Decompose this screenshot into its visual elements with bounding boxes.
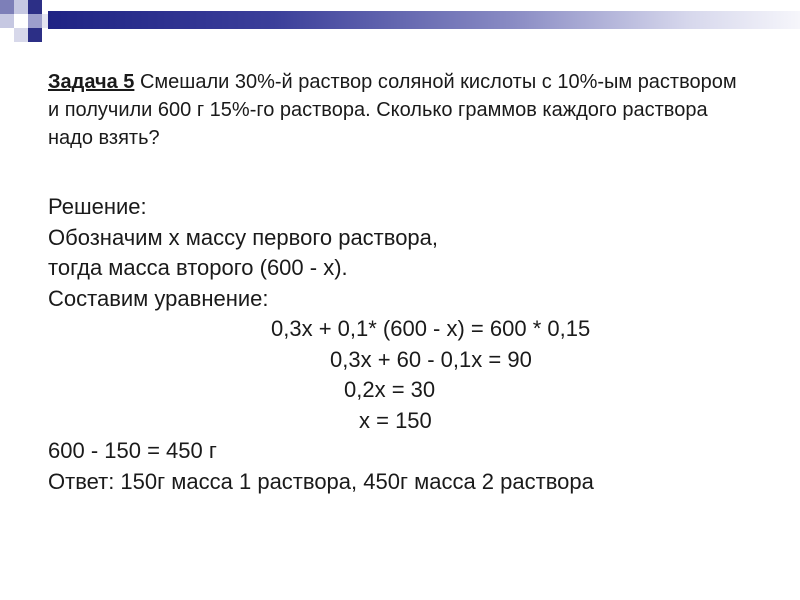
decor-square (28, 14, 42, 28)
task-text: Смешали 30%-й раствор соляной кислоты с 10%-ым раствором и получили 600 г 15%-го раствора. Сколько граммов каждого раствора надо взять? (48, 71, 737, 149)
solution-block (48, 192, 748, 497)
equation-line: 0,3х + 60 - 0,1х = 90 (330, 346, 532, 372)
solution-line: Обозначим х массу первого раствора, (48, 224, 439, 250)
equation-line: 0,2х = 30 (344, 377, 436, 402)
decor-square (14, 0, 28, 14)
decor-square (28, 28, 42, 42)
decor-square (0, 0, 14, 14)
solution-heading: Решение: (48, 194, 147, 219)
slide-content (48, 68, 748, 497)
calculation-line: 600 - 150 = 450 г (48, 438, 217, 463)
header-gradient-bar (48, 11, 800, 29)
solution-line: тогда масса второго (600 - х). (48, 255, 348, 280)
solution-line: Составим уравнение: (48, 285, 269, 311)
decor-square (0, 14, 14, 28)
task-statement (48, 68, 748, 152)
answer-line: Ответ: 150г масса 1 раствора, 450г масса 2 раствора (48, 468, 594, 494)
decor-square (14, 28, 28, 42)
equation-line: 0,3х + 0,1* (600 - х) = 600 * 0,15 (271, 316, 591, 341)
task-label: Задача 5 (48, 71, 135, 93)
decor-square (14, 14, 28, 28)
equation-line: х = 150 (359, 407, 432, 433)
decor-square (28, 0, 42, 14)
header-band (0, 0, 800, 50)
